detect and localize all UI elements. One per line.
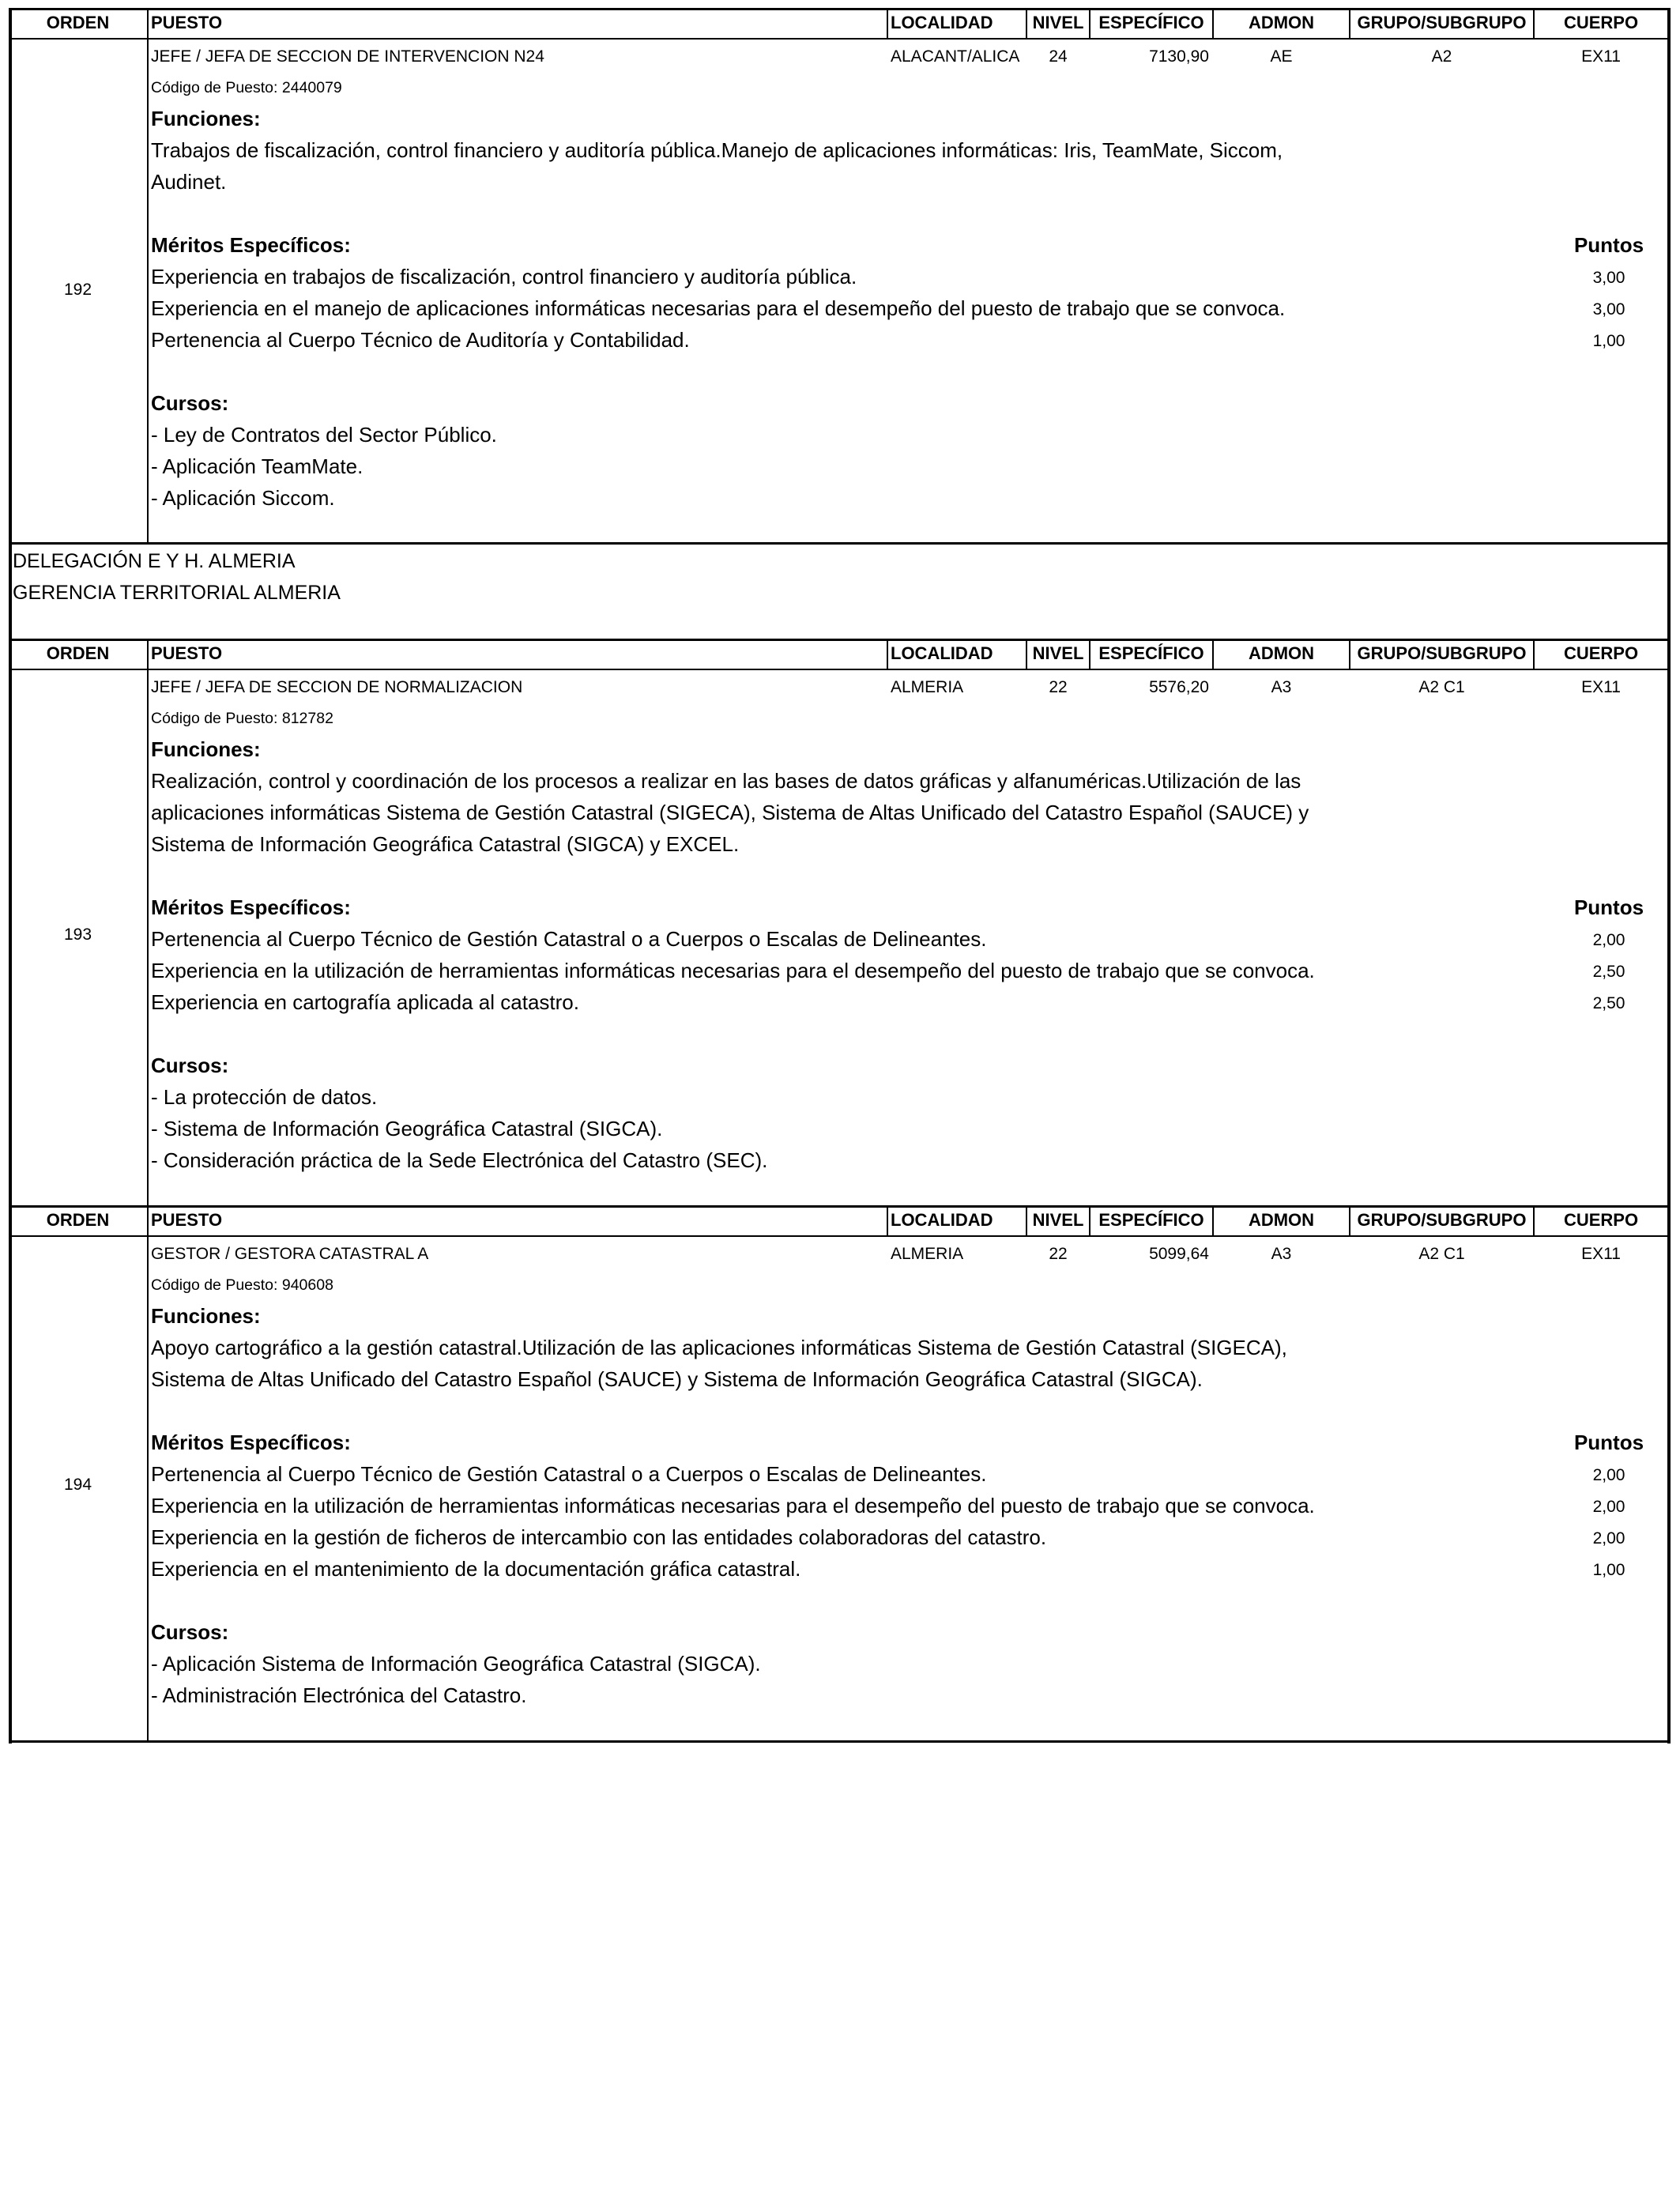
funciones-line: Audinet. <box>151 170 227 194</box>
codigo-puesto: Código de Puesto: 812782 <box>151 710 333 727</box>
header-grupo: GRUPO/SUBGRUPO <box>1357 13 1527 32</box>
orden-value: 193 <box>63 925 92 944</box>
merito-puntos: 3,00 <box>1592 300 1625 319</box>
cursos-label: Cursos: <box>151 1054 229 1077</box>
merito-puntos: 2,50 <box>1592 963 1625 981</box>
puesto-title: GESTOR / GESTORA CATASTRAL A <box>151 1245 429 1263</box>
divider <box>9 1740 1671 1743</box>
cursos-label: Cursos: <box>151 391 229 415</box>
merito-puntos: 3,00 <box>1592 269 1625 287</box>
curso-item: - Administración Electrónica del Catastro. <box>151 1683 527 1707</box>
post-block-193 <box>9 639 1671 1208</box>
especifico-value: 7130,90 <box>1149 47 1209 66</box>
merito-puntos: 2,00 <box>1592 931 1625 949</box>
header-orden: ORDEN <box>46 643 110 663</box>
curso-item: - La protección de datos. <box>151 1085 378 1109</box>
curso-item: - Sistema de Información Geográfica Catastral (SIGCA). <box>151 1117 663 1140</box>
curso-item: - Aplicación Siccom. <box>151 486 335 510</box>
puesto-title: JEFE / JEFA DE SECCION DE INTERVENCION N24 <box>151 47 544 66</box>
header-puesto: PUESTO <box>151 13 223 32</box>
header-localidad: LOCALIDAD <box>891 643 993 663</box>
merito-text: Pertenencia al Cuerpo Técnico de Gestión Catastral o a Cuerpos o Escalas de Delineantes. <box>151 1462 987 1486</box>
merito-puntos: 2,00 <box>1592 1466 1625 1484</box>
merito-puntos: 2,50 <box>1592 994 1625 1012</box>
header-nivel: NIVEL <box>1032 643 1084 663</box>
funciones-line: Sistema de Información Geográfica Catastral (SIGCA) y EXCEL. <box>151 832 740 856</box>
merito-text: Experiencia en la utilización de herramientas informáticas necesarias para el desempeño del puesto de trabajo que se convoca. <box>151 959 1315 982</box>
merito-puntos: 2,00 <box>1592 1529 1625 1547</box>
especifico-value: 5576,20 <box>1149 678 1209 696</box>
divider <box>147 639 149 1208</box>
header-especifico: ESPECÍFICO <box>1098 643 1204 663</box>
nivel-value: 22 <box>1049 678 1068 696</box>
funciones-line: Apoyo cartográfico a la gestión catastral.Utilización de las aplicaciones informáticas Sistema de Gestión Catastral (SIGECA), <box>151 1336 1287 1359</box>
curso-item: - Ley de Contratos del Sector Público. <box>151 423 497 447</box>
meritos-label: Méritos Específicos: <box>151 1431 351 1454</box>
grupo-value: A2 C1 <box>1418 1245 1465 1263</box>
admon-value: A3 <box>1271 678 1292 696</box>
funciones-line: Sistema de Altas Unificado del Catastro Español (SAUCE) y Sistema de Información Geográfica Catastral (SIGCA). <box>151 1367 1203 1391</box>
header-nivel: NIVEL <box>1032 13 1084 32</box>
nivel-value: 22 <box>1049 1245 1068 1263</box>
localidad-value: ALACANT/ALICA <box>891 47 1020 66</box>
puntos-label: Puntos <box>1573 895 1644 919</box>
merito-puntos: 1,00 <box>1592 332 1625 350</box>
cuerpo-value: EX11 <box>1581 47 1621 66</box>
header-admon: ADMON <box>1248 13 1315 32</box>
header-especifico: ESPECÍFICO <box>1098 13 1204 32</box>
post-block-194 <box>9 1205 1671 1744</box>
divider <box>9 1235 1671 1237</box>
header-especifico: ESPECÍFICO <box>1098 1210 1204 1230</box>
header-localidad: LOCALIDAD <box>891 1210 993 1230</box>
funciones-line: aplicaciones informáticas Sistema de Gestión Catastral (SIGECA), Sistema de Altas Unificado del Catastro Español (SAUCE) y <box>151 801 1309 824</box>
header-nivel: NIVEL <box>1032 1210 1084 1230</box>
codigo-puesto: Código de Puesto: 2440079 <box>151 79 342 96</box>
orden-value: 194 <box>63 1476 92 1494</box>
merito-text: Experiencia en la utilización de herramientas informáticas necesarias para el desempeño del puesto de trabajo que se convoca. <box>151 1494 1315 1517</box>
grupo-value: A2 <box>1431 47 1452 66</box>
localidad-value: ALMERIA <box>891 1245 964 1263</box>
funciones-label: Funciones: <box>151 737 261 761</box>
header-localidad: LOCALIDAD <box>891 13 993 32</box>
header-orden: ORDEN <box>46 13 110 32</box>
nivel-value: 24 <box>1049 47 1068 66</box>
curso-item: - Consideración práctica de la Sede Electrónica del Catastro (SEC). <box>151 1148 768 1172</box>
divider <box>9 669 1671 670</box>
grupo-value: A2 C1 <box>1418 678 1465 696</box>
cuerpo-value: EX11 <box>1581 678 1621 696</box>
header-admon: ADMON <box>1248 643 1315 663</box>
puesto-title: JEFE / JEFA DE SECCION DE NORMALIZACION <box>151 678 523 696</box>
header-grupo: GRUPO/SUBGRUPO <box>1357 643 1527 663</box>
cuerpo-value: EX11 <box>1581 1245 1621 1263</box>
divider <box>9 38 1671 40</box>
merito-text: Pertenencia al Cuerpo Técnico de Gestión Catastral o a Cuerpos o Escalas de Delineantes. <box>151 927 987 951</box>
divider <box>147 1205 149 1743</box>
funciones-line: Trabajos de fiscalización, control financiero y auditoría pública.Manejo de aplicaciones informáticas: Iris, TeamMate, Siccom, <box>151 138 1283 162</box>
header-puesto: PUESTO <box>151 643 223 663</box>
merito-text: Pertenencia al Cuerpo Técnico de Auditoría y Contabilidad. <box>151 328 690 352</box>
header-admon: ADMON <box>1248 1210 1315 1230</box>
funciones-label: Funciones: <box>151 107 261 130</box>
divider <box>147 8 149 545</box>
header-cuerpo: CUERPO <box>1563 1210 1639 1230</box>
header-orden: ORDEN <box>46 1210 110 1230</box>
admon-value: A3 <box>1271 1245 1292 1263</box>
funciones-label: Funciones: <box>151 1304 261 1328</box>
merito-text: Experiencia en trabajos de fiscalización, control financiero y auditoría pública. <box>151 265 857 288</box>
delegacion-title: DELEGACIÓN E Y H. ALMERIA <box>13 550 296 572</box>
especifico-value: 5099,64 <box>1149 1245 1209 1263</box>
merito-puntos: 1,00 <box>1592 1561 1625 1579</box>
meritos-label: Méritos Específicos: <box>151 233 351 257</box>
puntos-label: Puntos <box>1573 233 1644 257</box>
header-grupo: GRUPO/SUBGRUPO <box>1357 1210 1527 1230</box>
merito-text: Experiencia en cartografía aplicada al catastro. <box>151 990 579 1014</box>
header-cuerpo: CUERPO <box>1563 13 1639 32</box>
post-block-192 <box>9 8 1671 545</box>
merito-text: Experiencia en el manejo de aplicaciones informáticas necesarias para el desempeño del puesto de trabajo que se convoca. <box>151 296 1286 320</box>
section-heading <box>9 542 1671 641</box>
header-puesto: PUESTO <box>151 1210 223 1230</box>
localidad-value: ALMERIA <box>891 678 964 696</box>
funciones-line: Realización, control y coordinación de los procesos a realizar en las bases de datos gráficas y alfanuméricas.Utilización de las <box>151 769 1301 793</box>
merito-text: Experiencia en el mantenimiento de la documentación gráfica catastral. <box>151 1557 801 1581</box>
codigo-puesto: Código de Puesto: 940608 <box>151 1276 333 1294</box>
meritos-label: Méritos Específicos: <box>151 895 351 919</box>
merito-puntos: 2,00 <box>1592 1498 1625 1516</box>
curso-item: - Aplicación Sistema de Información Geográfica Catastral (SIGCA). <box>151 1652 761 1676</box>
cursos-label: Cursos: <box>151 1620 229 1644</box>
header-cuerpo: CUERPO <box>1563 643 1639 663</box>
merito-text: Experiencia en la gestión de ficheros de intercambio con las entidades colaboradoras del catastro. <box>151 1525 1047 1549</box>
puntos-label: Puntos <box>1573 1431 1644 1454</box>
gerencia-title: GERENCIA TERRITORIAL ALMERIA <box>13 582 341 604</box>
orden-value: 192 <box>63 281 92 299</box>
admon-value: AE <box>1270 47 1293 66</box>
curso-item: - Aplicación TeamMate. <box>151 454 363 478</box>
